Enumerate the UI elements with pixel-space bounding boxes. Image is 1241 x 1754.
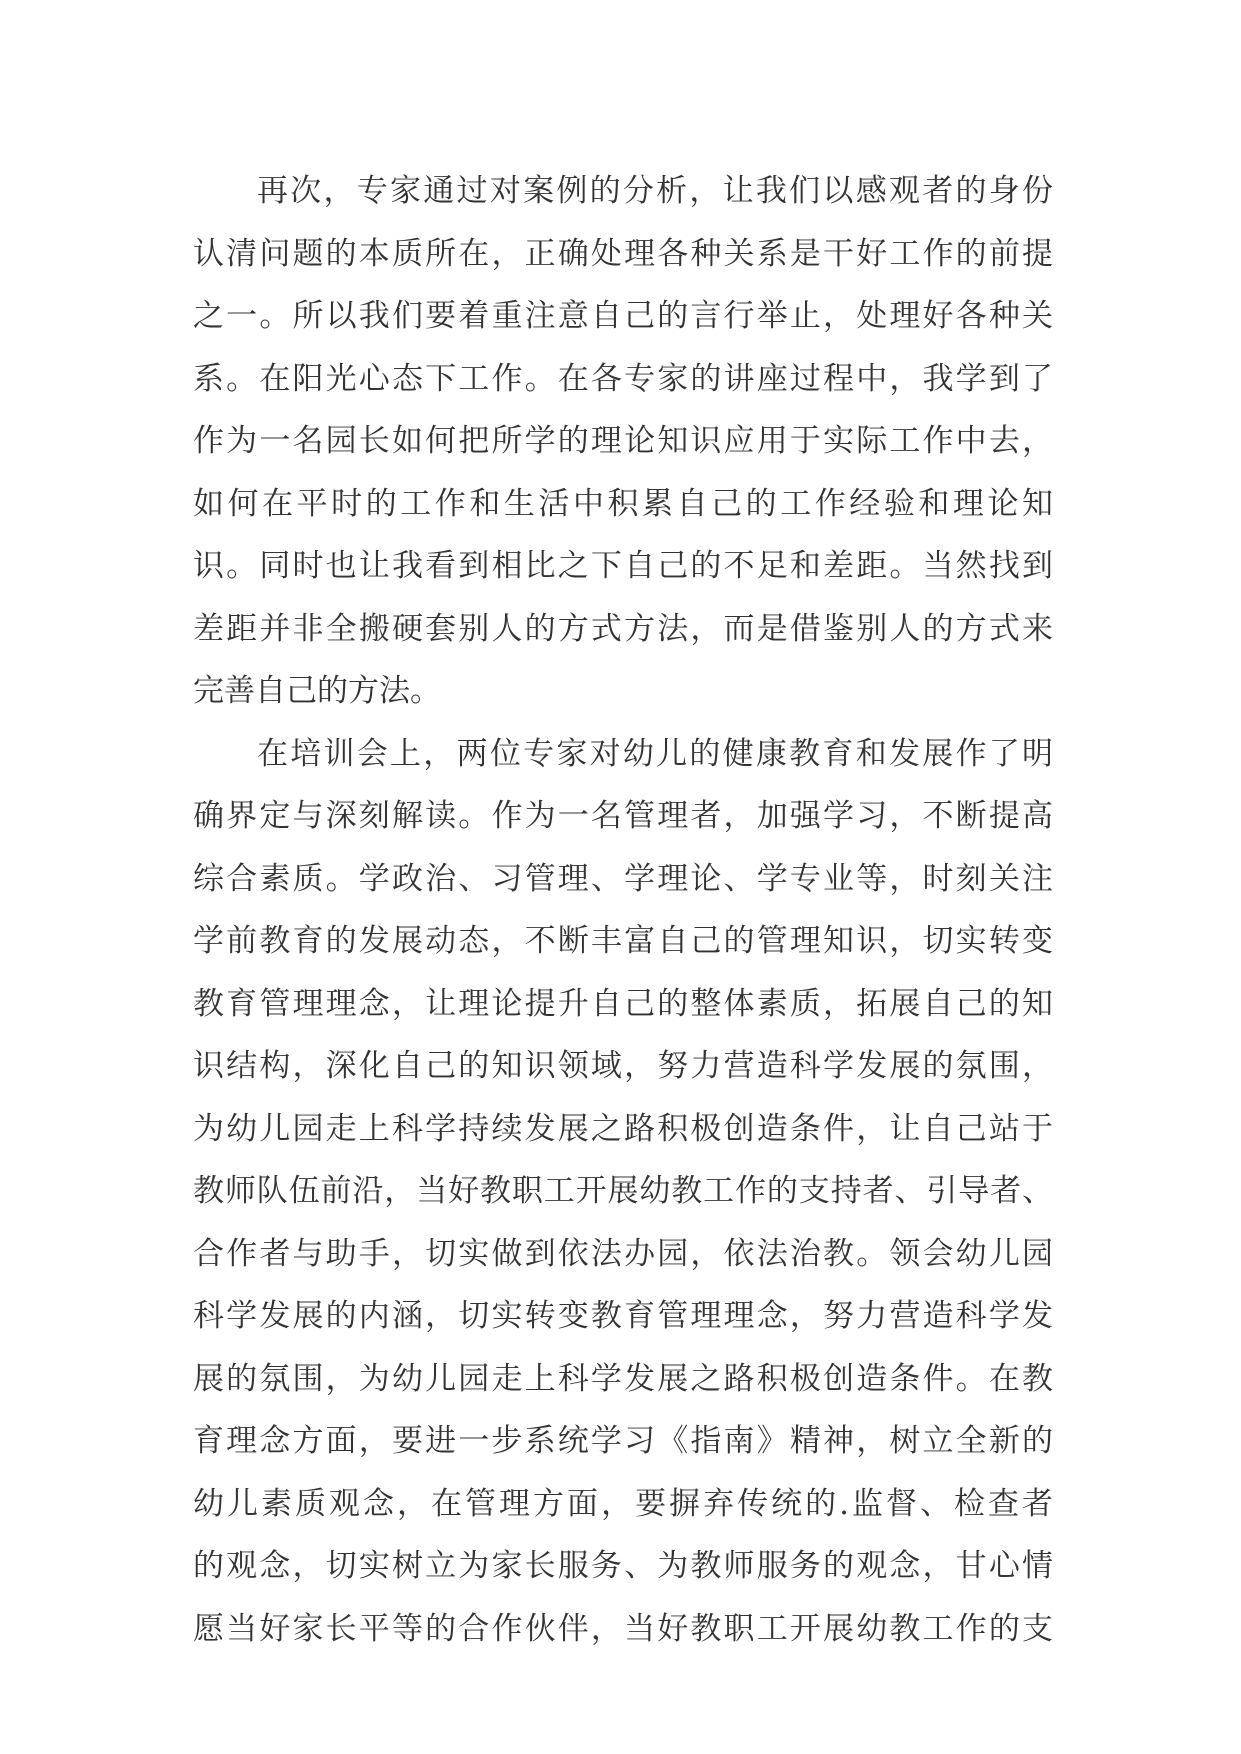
text-line: 的观念，切实树立为家长服务、为教师服务的观念，甘心情: [193, 1548, 1053, 1584]
document-page: [193, 160, 1053, 1660]
text-line: 幼儿素质观念，在管理方面，要摒弃传统的.监督、检查者: [193, 1485, 1053, 1522]
text-line: 学前教育的发展动态，不断丰富自己的管理知识，切实转变: [193, 923, 1053, 959]
text-line: 教育管理理念，让理论提升自己的整体素质，拓展自己的知: [193, 985, 1053, 1022]
paragraph-1: [193, 160, 1053, 723]
text-line: 之一。所以我们要着重注意自己的言行举止，处理好各种关: [193, 298, 1053, 334]
text-line: 合作者与助手，切实做到依法办园，依法治教。领会幼儿园: [193, 1235, 1053, 1272]
text-line: 科学发展的内涵，切实转变教育管理理念，努力营造科学发: [193, 1298, 1053, 1334]
text-line: 愿当好家长平等的合作伙伴，当好教职工开展幼教工作的支: [193, 1610, 1053, 1647]
text-line: 作为一名园长如何把所学的理论知识应用于实际工作中去，: [193, 423, 1053, 459]
text-line: 确界定与深刻解读。作为一名管理者，加强学习，不断提高: [193, 798, 1053, 834]
text-line: 系。在阳光心态下工作。在各专家的讲座过程中，我学到了: [193, 360, 1053, 397]
text-line: 育理念方面，要进一步系统学习《指南》精神，树立全新的: [193, 1423, 1053, 1459]
text-line: 在培训会上，两位专家对幼儿的健康教育和发展作了明: [257, 735, 1053, 772]
text-line: 为幼儿园走上科学持续发展之路积极创造条件，让自己站于: [193, 1110, 1053, 1147]
paragraph-2: [193, 723, 1053, 1661]
text-line: 差距并非全搬硬套别人的方式方法，而是借鉴别人的方式来: [193, 610, 1053, 647]
text-line: 完善自己的方法。: [193, 673, 441, 709]
text-line: 识。同时也让我看到相比之下自己的不足和差距。当然找到: [193, 548, 1053, 584]
text-line: 再次，专家通过对案例的分析，让我们以感观者的身份: [257, 173, 1053, 209]
text-line: 教师队伍前沿，当好教职工开展幼教工作的支持者、引导者、: [193, 1173, 1053, 1209]
text-line: 认清问题的本质所在，正确处理各种关系是干好工作的前提: [193, 235, 1053, 272]
text-line: 如何在平时的工作和生活中积累自己的工作经验和理论知: [193, 485, 1053, 522]
text-line: 识结构，深化自己的知识领域，努力营造科学发展的氛围，: [193, 1048, 1053, 1084]
text-line: 综合素质。学政治、习管理、学理论、学专业等，时刻关注: [193, 860, 1053, 897]
text-line: 展的氛围，为幼儿园走上科学发展之路积极创造条件。在教: [193, 1360, 1053, 1397]
